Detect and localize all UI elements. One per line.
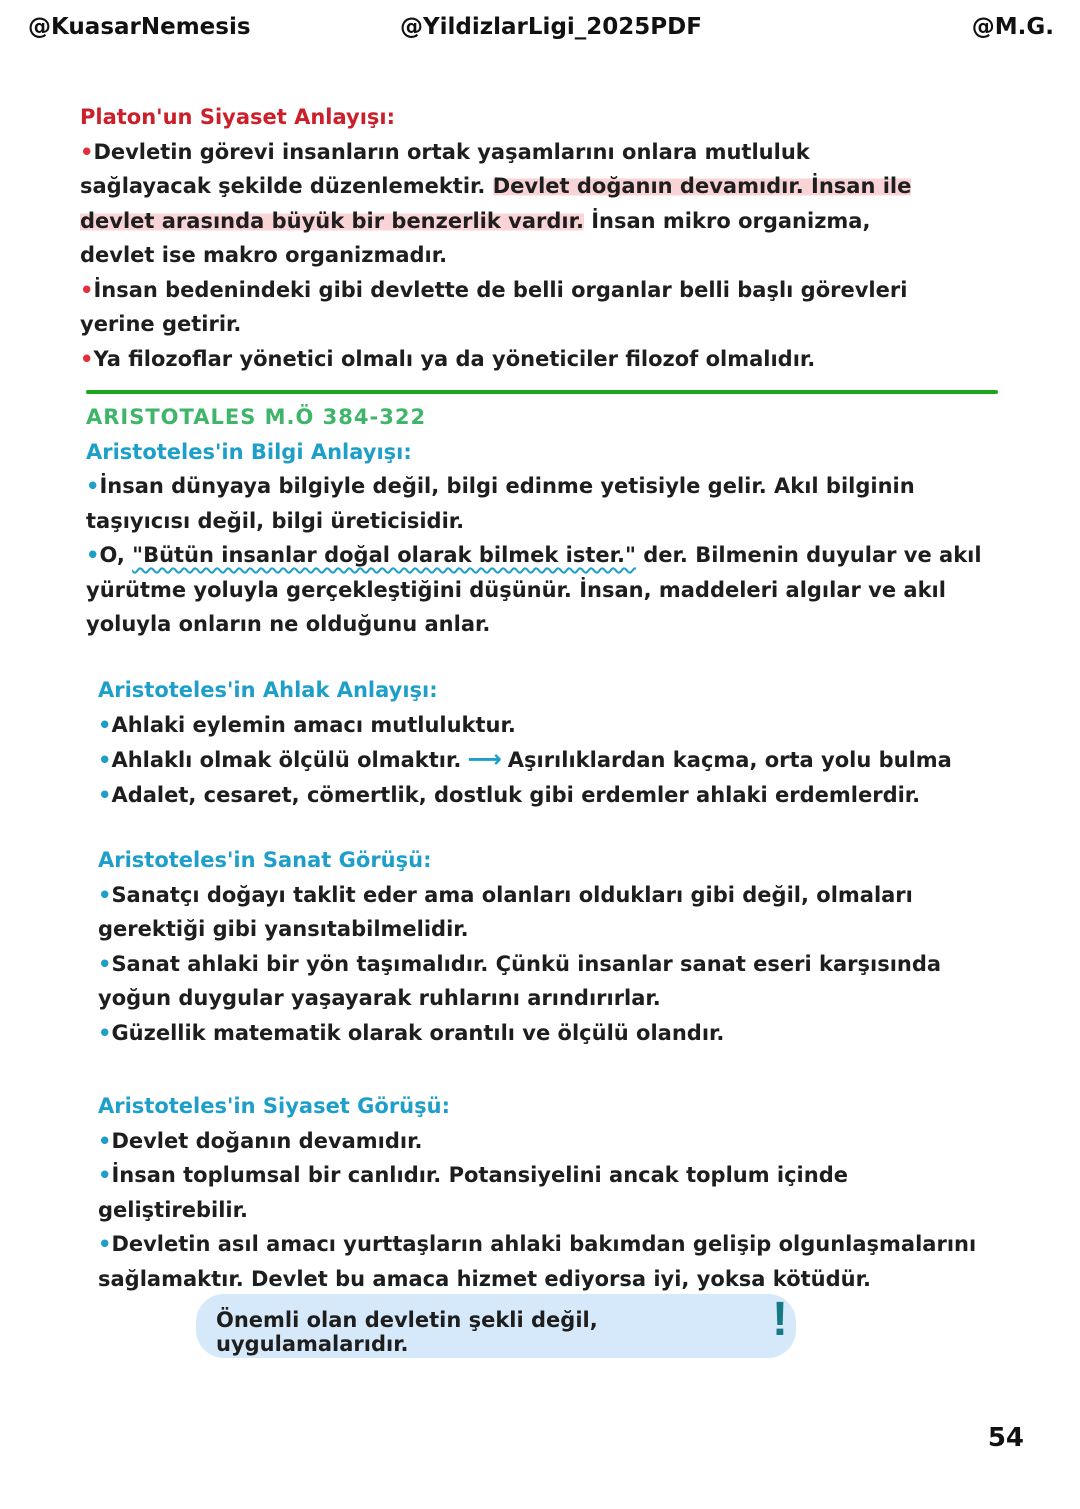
- aristoteles-title: ARISTOTALES M.Ö 384-322: [86, 405, 427, 429]
- siyaset-item-3: •Devletin asıl amacı yurttaşların ahlaki bakımdan gelişip olgunlaşmalarını sağlamaktır. Devlet bu amaca hizmet ediyorsa iyi, yoksa kötüdür.: [98, 1232, 977, 1291]
- platon-paragraph-2: •İnsan bedenindeki gibi devlette de belli organlar belli başlı görevleri yerine getirir.: [80, 277, 908, 336]
- bullet-icon: •: [80, 139, 94, 164]
- bullet-icon: •: [98, 1020, 112, 1045]
- bilgi-heading: Aristoteles'in Bilgi Anlayışı:: [86, 439, 412, 464]
- bullet-icon: •: [98, 712, 112, 737]
- page-number: 54: [987, 1423, 1024, 1453]
- key-point-callout: [196, 1294, 796, 1358]
- sanat-item-1: •Sanatçı doğayı taklit eder ama olanları oldukları gibi değil, olmaları gerektiği gibi yansıtabilmelidir.: [98, 882, 913, 941]
- platon-siyaset-heading: Platon'un Siyaset Anlayışı:: [80, 105, 395, 129]
- exclamation-icon: !: [772, 1293, 788, 1346]
- header-right-handle: @M.G.: [971, 14, 1054, 40]
- bullet-icon: •: [86, 474, 100, 498]
- siyaset-heading: Aristoteles'in Siyaset Görüşü:: [98, 1094, 450, 1118]
- bilgi-paragraph-2: •O, "Bütün insanlar doğal olarak bilmek ister." der. Bilmenin duyular ve akıl yürütme yoluyla gerçekleştiğini düşünür. İnsan, maddeleri algılar ve akıl yoluyla onların ne olduğunu anlar.: [86, 543, 982, 636]
- aristoteles-bilgi-section: [86, 400, 996, 642]
- underlined-quote: "Bütün insanlar doğal olarak bilmek ister.": [132, 543, 636, 567]
- aristoteles-siyaset-section: [98, 1089, 998, 1296]
- platon-paragraph-3: •Ya filozoflar yönetici olmalı ya da yöneticiler filozof olmalıdır.: [80, 346, 816, 371]
- bilgi-paragraph-1: •İnsan dünyaya bilgiyle değil, bilgi edinme yetisiyle gelir. Akıl bilginin taşıyıcısı değil, bilgi üreticisidir.: [86, 474, 915, 533]
- bullet-icon: •: [98, 951, 112, 976]
- ahlak-item-1: •Ahlaki eylemin amacı mutluluktur.: [98, 712, 516, 737]
- bullet-icon: •: [98, 882, 112, 907]
- bullet-icon: •: [98, 1128, 112, 1153]
- aristoteles-ahlak-section: [98, 673, 998, 812]
- sanat-heading: Aristoteles'in Sanat Görüşü:: [98, 848, 432, 872]
- aristoteles-sanat-section: [98, 843, 1008, 1050]
- platon-paragraph-1: •Devletin görevi insanların ortak yaşamlarını onlara mutluluk sağlayacak şekilde düzenlemektir. Devlet doğanın devamıdır. İnsan ile devlet arasında büyük bir benzerlik vardır. İnsan mikro organizma, devlet ise makro organizmadır.: [80, 139, 912, 267]
- bullet-icon: •: [98, 748, 112, 772]
- arrow-right-icon: ⟶: [467, 745, 502, 773]
- ahlak-item-2: •Ahlaklı olmak ölçülü olmaktır. ⟶ Aşırılıklardan kaçma, orta yolu bulma: [98, 745, 952, 773]
- bullet-icon: •: [86, 543, 100, 567]
- header-center-handle: @YildizlarLigi_2025PDF: [400, 14, 702, 40]
- siyaset-item-1: •Devlet doğanın devamıdır.: [98, 1128, 423, 1153]
- section-divider: [86, 390, 998, 394]
- bullet-icon: •: [98, 782, 112, 807]
- sanat-item-2: •Sanat ahlaki bir yön taşımalıdır. Çünkü insanlar sanat eseri karşısında yoğun duygular yaşayarak ruhlarını arındırırlar.: [98, 951, 942, 1010]
- sanat-item-3: •Güzellik matematik olarak orantılı ve ölçülü olandır.: [98, 1020, 725, 1045]
- highlighted-text: Devlet doğanın devamıdır. İnsan ile devlet arasında büyük bir benzerlik vardır.: [80, 174, 912, 233]
- bullet-icon: •: [98, 1163, 112, 1187]
- bullet-icon: •: [98, 1232, 112, 1256]
- ahlak-item-3: •Adalet, cesaret, cömertlik, dostluk gibi erdemler ahlaki erdemlerdir.: [98, 782, 921, 807]
- siyaset-item-2: •İnsan toplumsal bir canlıdır. Potansiyelini ancak toplum içinde geliştirebilir.: [98, 1163, 848, 1222]
- platon-siyaset-section: [80, 100, 940, 376]
- callout-text: Önemli olan devletin şekli değil, uygulamalarıdır.: [216, 1308, 598, 1356]
- header-left-handle: @KuasarNemesis: [28, 14, 251, 40]
- bullet-icon: •: [80, 346, 94, 371]
- bullet-icon: •: [80, 277, 94, 302]
- ahlak-heading: Aristoteles'in Ahlak Anlayışı:: [98, 678, 438, 702]
